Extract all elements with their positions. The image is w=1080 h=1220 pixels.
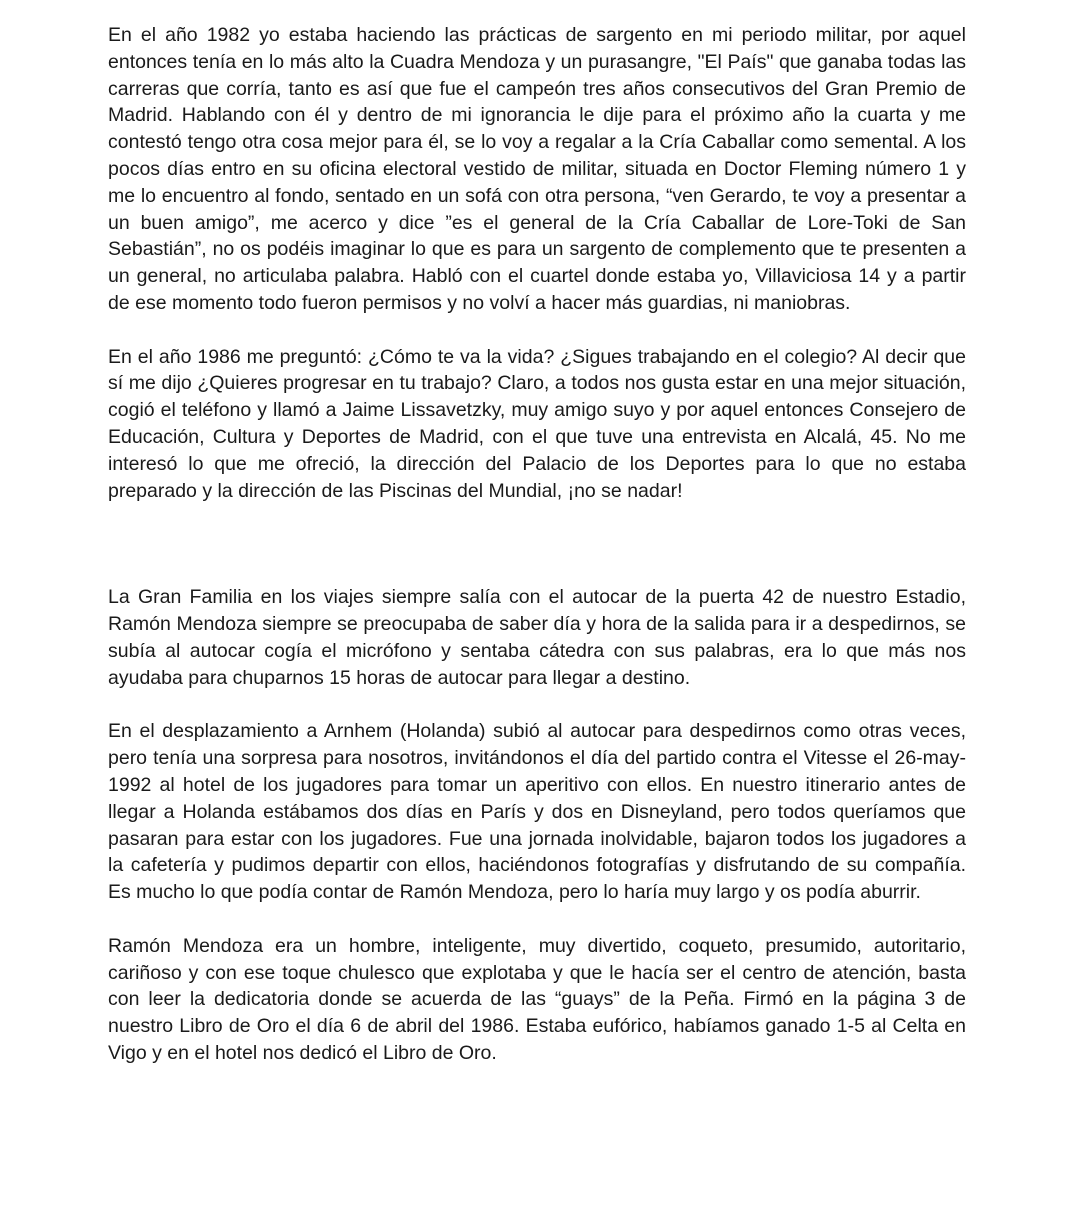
paragraph-ramon-mendoza-retrato: Ramón Mendoza era un hombre, inteligente, muy divertido, coqueto, presumido, autoritario, cariñoso y con ese toque chulesco que explotaba y que le hacía ser el centro de atención, basta con leer la dedicatoria donde se acuerda de las “guays” de la Peña. Firmó en la página 3 de nuestro Libro de Oro el día 6 de abril del 1986. Estaba eufórico, habíamos ganado 1-5 al Celta en Vigo y en el hotel nos dedicó el Libro de Oro.	[108, 934, 966, 1064]
paragraph-1986-consejero: En el año 1986 me preguntó: ¿Cómo te va la vida? ¿Sigues trabajando en el colegio? Al decir que sí me dijo ¿Quieres progresar en tu trabajo? Claro, a todos nos gusta estar en una mejor situación, cogió el teléfono y llamó a Jaime Lissavetzky, muy amigo suyo y por aquel entonces Consejero de Educación, Cultura y Deportes de Madrid, con el que tuve una entrevista en Alcalá, 45. No me interesó lo que me ofreció, la dirección del Palacio de los Deportes para lo que no estaba preparado y la dirección de las Piscinas del Mundial, ¡no se nadar!	[108, 345, 966, 502]
section-spacer	[108, 504, 966, 584]
document-page	[108, 22, 966, 1067]
paragraph-1982-sargento: En el año 1982 yo estaba haciendo las prácticas de sargento en mi periodo militar, por aquel entonces tenía en lo más alto la Cuadra Mendoza y un purasangre, "El País" que ganaba todas las carreras que corría, tanto es así que fue el campeón tres años consecutivos del Gran Premio de Madrid. Hablando con él y dentro de mi ignorancia le dije para el próximo año la cuarta y me contestó tengo otra cosa mejor para él, se lo voy a regalar a la Cría Caballar como semental. A los pocos días entro en su oficina electoral vestido de militar, situada en Doctor Fleming número 1 y me lo encuentro al fondo, sentado en un sofá con otra persona, “ven Gerardo, te voy a presentar a un buen amigo”, me acerco y dice ”es el general de la Cría Caballar de Lore-Toki de San Sebastián”, no os podéis imaginar lo que es para un sargento de complemento que te presenten a un general, no articulaba palabra. Habló con el cuartel donde estaba yo, Villaviciosa 14 y a partir de ese momento todo fueron permisos y no volví a hacer más guardias, ni maniobras.	[108, 24, 966, 314]
paragraph-spacer	[108, 317, 966, 344]
paragraph-arnhem-holanda: En el desplazamiento a Arnhem (Holanda) subió al autocar para despedirnos como otras veces, pero tenía una sorpresa para nosotros, invitándonos el día del partido contra el Vitesse el 26-may-1992 al hotel de los jugadores para tomar un aperitivo con ellos. En nuestro itinerario antes de llegar a Holanda estábamos dos días en París y dos en Disneyland, pero todos queríamos que pasaran para estar con los jugadores. Fue una jornada inolvidable, bajaron todos los jugadores a la cafetería y pudimos departir con ellos, haciéndonos fotografías y disfrutando de su compañía. Es mucho lo que podía contar de Ramón Mendoza, pero lo haría muy largo y os podía aburrir.	[108, 720, 966, 904]
paragraph-gran-familia-viajes: La Gran Familia en los viajes siempre salía con el autocar de la puerta 42 de nuestro Estadio, Ramón Mendoza siempre se preocupaba de saber día y hora de la salida para ir a despedirnos, se subía al autocar cogía el micrófono y sentaba cátedra con sus palabras, era lo que más nos ayudaba para chuparnos 15 horas de autocar para llegar a destino.	[108, 586, 966, 689]
paragraph-spacer	[108, 692, 966, 719]
paragraph-spacer	[108, 906, 966, 933]
